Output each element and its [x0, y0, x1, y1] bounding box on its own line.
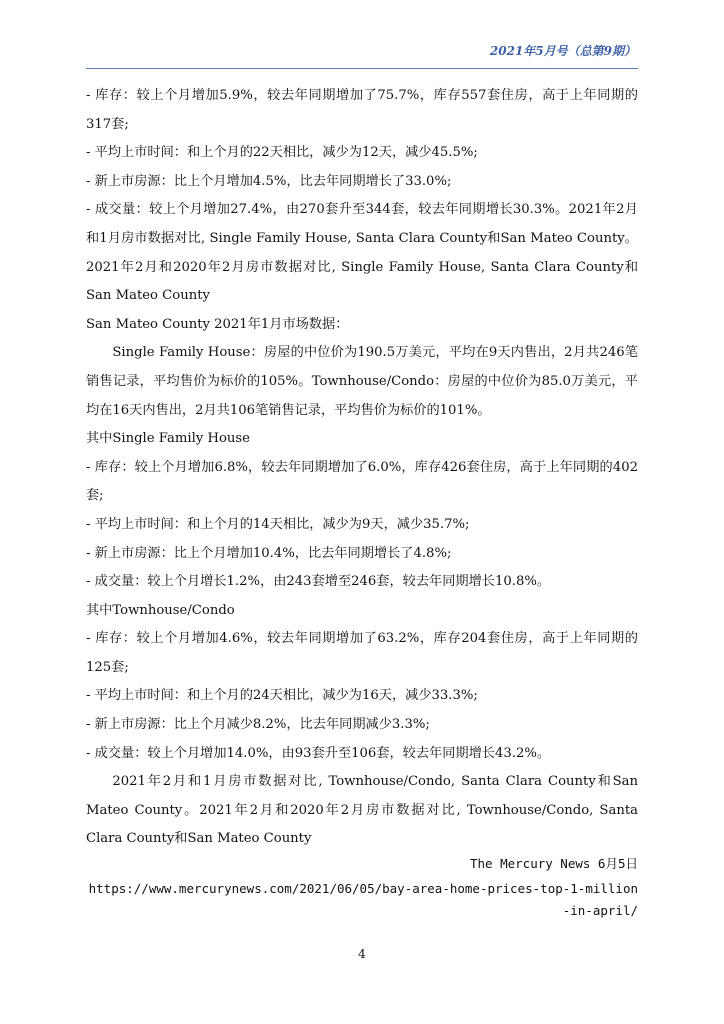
paragraph-2: - 平均上市时间：和上个月的22天相比，减少为12天，减少45.5%; — [86, 145, 478, 161]
paragraph-3: - 新上市房源：比上个月增加4.5%，比去年同期增长了33.0%; — [86, 173, 452, 189]
paragraph-7: 其中Single Family House — [86, 431, 250, 447]
page-number: 4 — [358, 947, 366, 961]
paragraph-14: - 平均上市时间：和上个月的24天相比，减少为16天，减少33.3%; — [86, 688, 478, 704]
paragraph-6: Single Family House：房屋的中位价为190.5万美元，平均在9天内售出，2月共246笔销售记录，平均售价为标价的105%。Townhouse/Condo：房屋的中位价为85.0万美元，平均在16天内售出，2月共106笔销售记录，平均售价为标价的101%。 — [86, 345, 638, 418]
paragraph-10: - 新上市房源：比上个月增加10.4%，比去年同期增长了4.8%; — [86, 545, 452, 561]
paragraph-1: - 库存：较上个月增加5.9%，较去年同期增加了75.7%，库存557套住房，高于上年同期的317套; — [86, 88, 638, 132]
paragraph-5: San Mateo County 2021年1月市场数据： — [86, 316, 349, 332]
source-url[interactable]: https://www.mercurynews.com/2021/06/05/bay-area-home-prices-top-1-million-in-april/ — [88, 881, 638, 918]
header-rule — [86, 68, 638, 69]
paragraph-15: - 新上市房源：比上个月减少8.2%，比去年同期减少3.3%; — [86, 717, 430, 733]
paragraph-17: 2021年2月和1月房市数据对比, Townhouse/Condo, Santa Clara County和San Mateo County。2021年2月和2020年2月房市数据对比, Townhouse/Condo, Santa Clara County和San Mateo County — [86, 774, 638, 847]
source-publication: The Mercury News 6月5日 — [470, 856, 638, 871]
paragraph-4: - 成交量：较上个月增加27.4%，由270套升至344套，较去年同期增长30.3%。2021年2月和1月房市数据对比, Single Family House, Santa Clara County和San Mateo County。2021年2月和2020年2月房市数据对比, Single Family House, Santa Clara County和San Mateo County — [86, 202, 638, 304]
issue-header: 2021年5月号（总第9期） — [489, 44, 636, 58]
paragraph-11: - 成交量：较上个月增长1.2%，由243套增至246套，较去年同期增长10.8%。 — [86, 574, 551, 590]
paragraph-13: - 库存：较上个月增加4.6%，较去年同期增加了63.2%，库存204套住房，高于上年同期的125套; — [86, 631, 638, 675]
paragraph-12: 其中Townhouse/Condo — [86, 602, 235, 618]
article-body — [86, 82, 638, 854]
paragraph-9: - 平均上市时间：和上个月的14天相比，减少为9天，减少35.7%; — [86, 516, 470, 532]
paragraph-16: - 成交量：较上个月增加14.0%，由93套升至106套，较去年同期增长43.2%。 — [86, 745, 551, 761]
paragraph-8: - 库存：较上个月增加6.8%，较去年同期增加了6.0%，库存426套住房，高于上年同期的402套; — [86, 459, 638, 504]
